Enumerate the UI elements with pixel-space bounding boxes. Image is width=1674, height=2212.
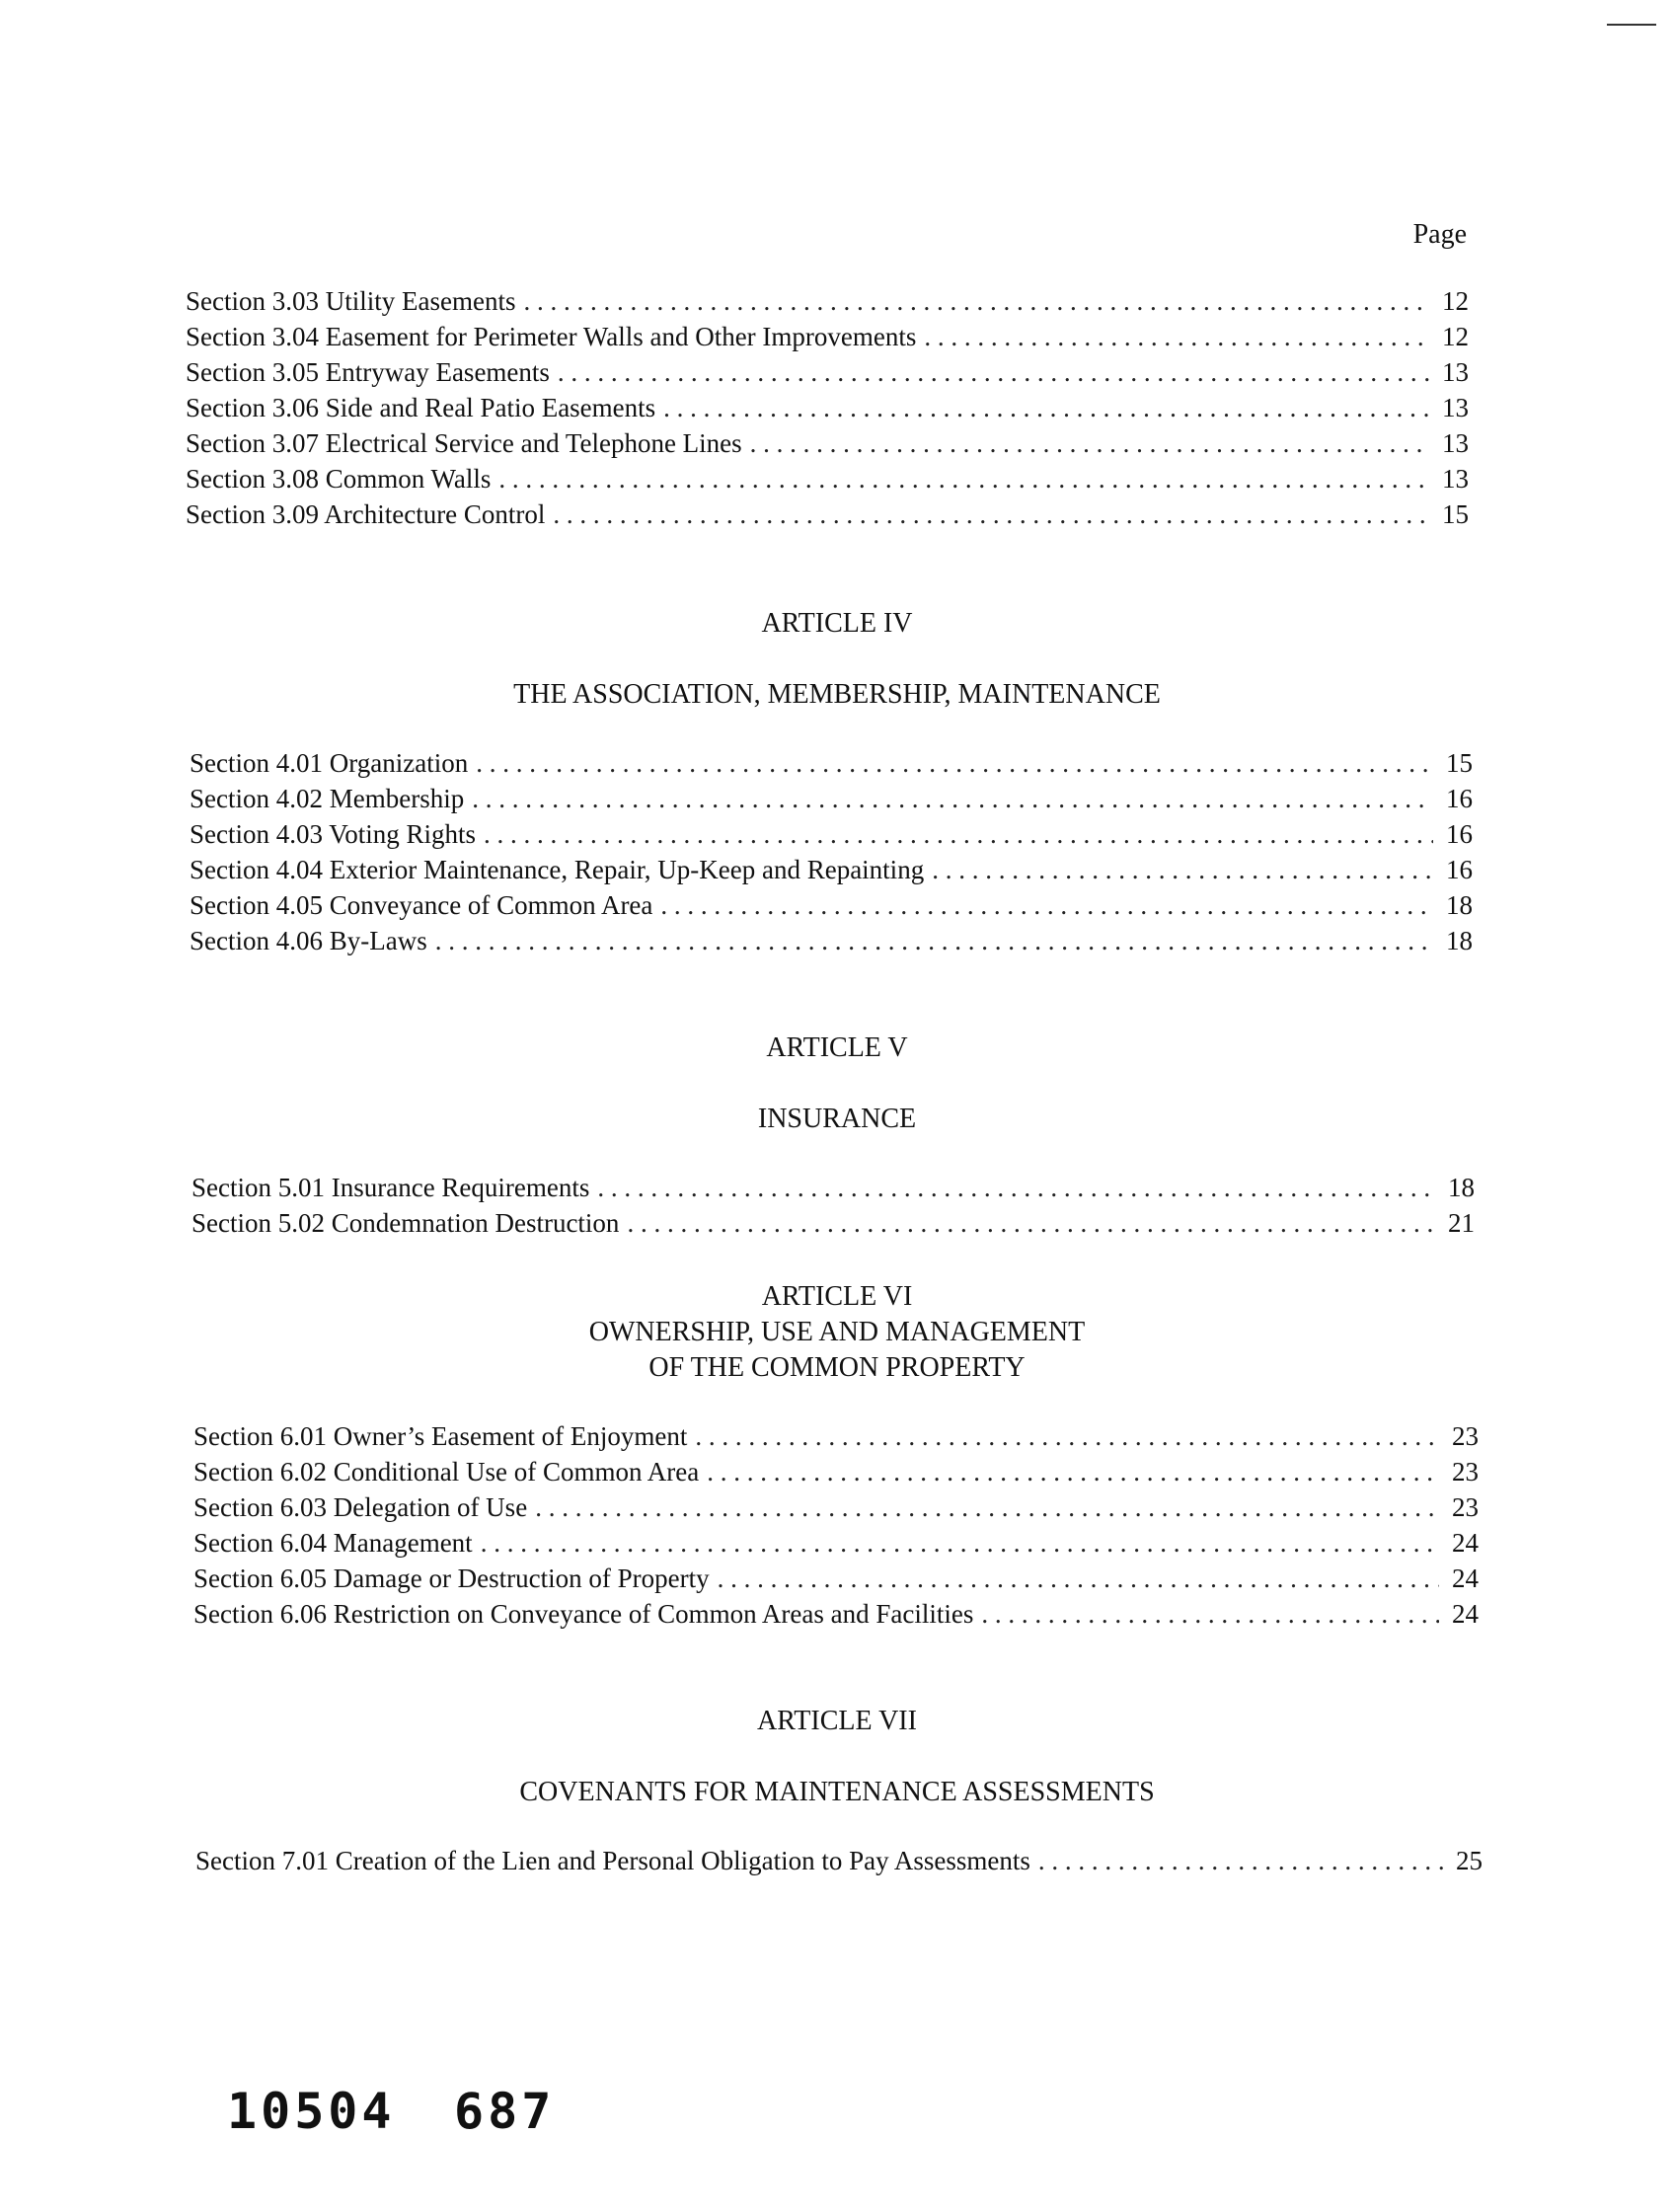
article-5-title: ARTICLE V (766, 1032, 908, 1063)
dot-leader (435, 926, 1433, 956)
toc-article-4 (190, 748, 1473, 961)
toc-row (190, 890, 1473, 926)
toc-row (186, 499, 1469, 535)
toc-label: Section 3.06 Side and Real Patio Easements (186, 393, 656, 422)
toc-page-number: 23 (1452, 1457, 1479, 1487)
dot-leader (707, 1457, 1439, 1487)
toc-label: Section 3.07 Electrical Service and Telephone Lines (186, 428, 742, 458)
dot-leader (981, 1599, 1439, 1630)
toc-page-number: 24 (1452, 1599, 1479, 1629)
recording-book-number: 10504 (227, 2083, 396, 2140)
toc-label: Section 6.01 Owner’s Easement of Enjoyment (193, 1421, 688, 1451)
article-4-subtitle: THE ASSOCIATION, MEMBERSHIP, MAINTENANCE (513, 679, 1161, 710)
toc-page-number: 25 (1456, 1846, 1483, 1875)
toc-row (193, 1492, 1479, 1528)
page-column-heading: Page (1412, 219, 1467, 250)
toc-page-number: 13 (1442, 464, 1469, 494)
toc-row (193, 1457, 1479, 1492)
toc-page-number: 24 (1452, 1528, 1479, 1558)
toc-page-number: 18 (1448, 1173, 1475, 1202)
toc-page-number: 21 (1448, 1208, 1475, 1238)
dot-leader (1038, 1846, 1443, 1876)
dot-leader (660, 890, 1433, 921)
toc-row (191, 1208, 1475, 1244)
toc-label: Section 3.04 Easement for Perimeter Walls and Other Improvements (186, 322, 917, 351)
toc-row (190, 819, 1473, 855)
article-7-title: ARTICLE VII (757, 1706, 917, 1736)
toc-label: Section 4.02 Membership (190, 784, 465, 813)
toc-row (186, 322, 1469, 357)
dot-leader (553, 499, 1429, 530)
toc-label: Section 3.09 Architecture Control (186, 499, 546, 529)
corner-mark (1607, 24, 1656, 26)
article-6-subtitle-line-1: OWNERSHIP, USE AND MANAGEMENT (588, 1317, 1086, 1347)
dot-leader (476, 748, 1433, 779)
toc-label: Section 4.04 Exterior Maintenance, Repair, Up-Keep and Repainting (190, 855, 925, 884)
toc-label: Section 6.06 Restriction on Conveyance of Common Areas and Facilities (193, 1599, 974, 1629)
toc-label: Section 3.03 Utility Easements (186, 286, 516, 316)
toc-page-number: 12 (1442, 286, 1469, 316)
toc-row (191, 1173, 1475, 1208)
toc-article-3 (186, 286, 1469, 535)
toc-label: Section 5.02 Condemnation Destruction (191, 1208, 620, 1238)
toc-label: Section 6.04 Management (193, 1528, 473, 1558)
dot-leader (663, 393, 1429, 423)
toc-label: Section 4.05 Conveyance of Common Area (190, 890, 653, 920)
toc-label: Section 4.06 By-Laws (190, 926, 427, 955)
toc-label: Section 7.01 Creation of the Lien and Personal Obligation to Pay Assessments (195, 1846, 1030, 1875)
dot-leader (924, 322, 1429, 352)
toc-article-7 (195, 1846, 1483, 1881)
toc-page-number: 13 (1442, 357, 1469, 387)
article-6-title: ARTICLE VI (761, 1281, 913, 1312)
article-5-subtitle: INSURANCE (757, 1104, 917, 1134)
toc-row (186, 428, 1469, 464)
dot-leader (695, 1421, 1439, 1452)
toc-label: Section 3.08 Common Walls (186, 464, 492, 494)
article-7-subtitle: COVENANTS FOR MAINTENANCE ASSESSMENTS (519, 1777, 1155, 1807)
toc-label: Section 6.05 Damage or Destruction of Property (193, 1564, 710, 1593)
toc-row (193, 1528, 1479, 1564)
toc-row (193, 1564, 1479, 1599)
dot-leader (498, 464, 1429, 495)
article-6-subtitle-line-2: OF THE COMMON PROPERTY (648, 1352, 1026, 1383)
toc-row (195, 1846, 1483, 1881)
toc-label: Section 4.01 Organization (190, 748, 469, 778)
dot-leader (481, 1528, 1439, 1559)
dot-leader (627, 1208, 1435, 1239)
dot-leader (932, 855, 1433, 885)
toc-page-number: 24 (1452, 1564, 1479, 1593)
toc-article-5 (191, 1173, 1475, 1244)
toc-article-6 (193, 1421, 1479, 1635)
dot-leader (472, 784, 1433, 814)
toc-row (193, 1599, 1479, 1635)
toc-label: Section 4.03 Voting Rights (190, 819, 477, 849)
toc-label: Section 3.05 Entryway Easements (186, 357, 550, 387)
toc-row (190, 748, 1473, 784)
dot-leader (597, 1173, 1435, 1203)
toc-page-number: 13 (1442, 393, 1469, 422)
toc-row (190, 926, 1473, 961)
toc-page-number: 16 (1446, 819, 1473, 849)
dot-leader (718, 1564, 1439, 1594)
toc-page-number: 15 (1446, 748, 1473, 778)
toc-row (186, 393, 1469, 428)
dot-leader (484, 819, 1433, 850)
toc-label: Section 5.01 Insurance Requirements (191, 1173, 590, 1202)
toc-page-number: 15 (1442, 499, 1469, 529)
dot-leader (558, 357, 1429, 388)
toc-page-number: 18 (1446, 890, 1473, 920)
recording-page-number: 687 (454, 2083, 556, 2140)
toc-row (190, 784, 1473, 819)
toc-page-number: 23 (1452, 1421, 1479, 1451)
toc-page-number: 18 (1446, 926, 1473, 955)
toc-label: Section 6.03 Delegation of Use (193, 1492, 528, 1522)
toc-row (193, 1421, 1479, 1457)
toc-row (186, 464, 1469, 499)
dot-leader (750, 428, 1429, 459)
article-4-title: ARTICLE IV (761, 608, 913, 639)
toc-row (190, 855, 1473, 890)
toc-page-number: 16 (1446, 855, 1473, 884)
toc-row (186, 357, 1469, 393)
toc-page-number: 16 (1446, 784, 1473, 813)
toc-page-number: 13 (1442, 428, 1469, 458)
toc-page-number: 12 (1442, 322, 1469, 351)
dot-leader (535, 1492, 1439, 1523)
toc-row (186, 286, 1469, 322)
dot-leader (523, 286, 1429, 317)
toc-page-number: 23 (1452, 1492, 1479, 1522)
toc-label: Section 6.02 Conditional Use of Common Area (193, 1457, 700, 1487)
